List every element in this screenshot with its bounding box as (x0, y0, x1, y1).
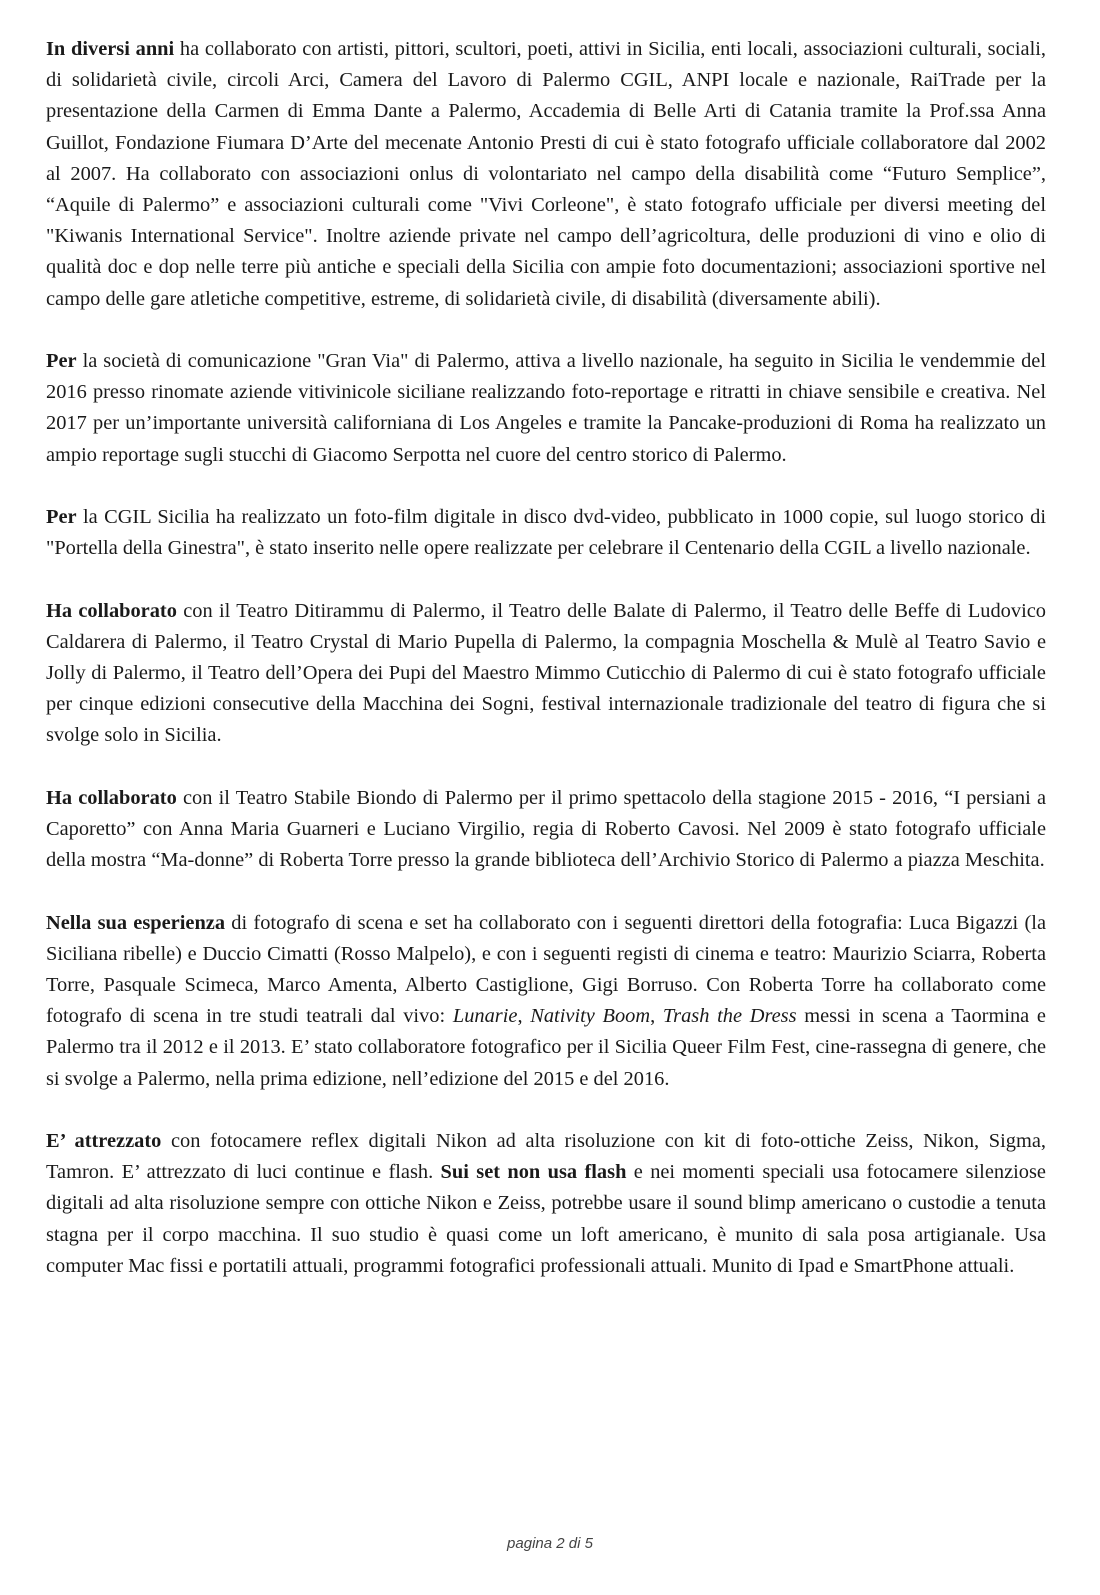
bold-lead-text: Nella sua esperienza (46, 911, 226, 934)
paragraph-spacer (46, 471, 1046, 502)
paragraph (46, 346, 1046, 471)
bold-lead-text: Sui set non usa flash (440, 1161, 627, 1184)
italic-title-text: Trash the Dress (662, 1005, 797, 1028)
paragraph (46, 908, 1046, 1095)
page-number: pagina 2 di 5 (507, 1535, 593, 1552)
body-text: con il Teatro Ditirammu di Palermo, il Teatro delle Balate di Palermo, il Teatro delle Beffe di Ludovico Caldarera di Palermo, il Teatro Crystal di Mario Pupella di Palermo, la compagnia Moschella & Mulè al Teatro Savio e Jolly di Palermo, il Teatro dell’Opera dei Pupi del Maestro Mimmo Cuticchio di Palermo di cui è stato fotografo ufficiale per cinque edizioni consecutive della Macchina dei Sogni, festival internazionale tradizionale del teatro di figura che si svolge solo in Sicilia. (46, 599, 1046, 747)
bold-lead-text: Per (46, 350, 77, 373)
body-text: con fotocamere reflex digitali Nikon ad alta risoluzione con kit di foto-ottiche Zeiss, Nikon, Sigma, Tamron. E’ attrezzato di luci continue e flash. (46, 1130, 1046, 1184)
bold-lead-text: E’ attrezzato (46, 1130, 162, 1153)
body-text: ha collaborato con artisti, pittori, scultori, poeti, attivi in Sicilia, enti locali, associazioni culturali, sociali, di solidarietà civile, circoli Arci, Camera del Lavoro di Palermo CGIL, ANPI locale e nazionale, RaiTrade per la presentazione della Carmen di Emma Dante a Palermo, Accademia di Belle Arti di Catania tramite la Prof.ssa Anna Guillot, Fondazione Fiumara D’Arte del mecenate Antonio Presti di cui è stato fotografo ufficiale collaboratore dal 2002 al 2007. Ha collaborato con associazioni onlus di volontariato nel campo della disabilità come “Futuro Semplice”, “Aquile di Palermo” e associazioni culturali come "Vivi Corleone", è stato fotografo ufficiale per diversi meeting del "Kiwanis International Service". Inoltre aziende private nel campo dell’agricoltura, delle produzioni di vino e olio di qualità doc e dop nelle terre più antiche e speciali della Sicilia con ampie foto documentazioni; associazioni sportive nel campo delle gare atletiche competitive, estreme, di solidarietà civile, di disabilità (diversamente abili). (46, 38, 1046, 310)
paragraph (46, 34, 1046, 315)
paragraph (46, 783, 1046, 877)
body-text: messi in scena a Taormina e Palermo tra il 2012 e il 2013. E’ stato collaboratore fotografico per il Sicilia Queer Film Fest, cine-rassegna di genere, che si svolge a Palermo, nella prima edizione, nell’edizione del 2015 e del 2016. (46, 1005, 1046, 1090)
document-body (46, 34, 1046, 1282)
bold-lead-text: Ha collaborato (46, 786, 177, 809)
bold-lead-text: In diversi anni (46, 38, 175, 60)
paragraph-spacer (46, 876, 1046, 907)
bold-lead-text: Per (46, 506, 77, 529)
body-text: , (650, 1005, 663, 1028)
body-text: , (517, 1005, 531, 1028)
italic-title-text: Lunarie (452, 1005, 518, 1028)
body-text: con il Teatro Stabile Biondo di Palermo per il primo spettacolo della stagione 2015 - 2016, “I persiani a Caporetto” con Anna Maria Guarneri e Luciano Virgilio, regia di Roberto Cavosi. Nel 2009 è stato fotografo ufficiale della mostra “Ma-donne” di Roberta Torre presso la grande biblioteca dell’Archivio Storico di Palermo a piazza Meschita. (46, 786, 1046, 872)
paragraph-spacer (46, 1095, 1046, 1126)
italic-title-text: Nativity Boom (530, 1005, 651, 1028)
body-text: la società di comunicazione "Gran Via" di Palermo, attiva a livello nazionale, ha seguito in Sicilia le vendemmie del 2016 presso rinomate aziende vitivinicole siciliane realizzando foto-reportage e ritratti in chiave sensibile e creativa. Nel 2017 per un’importante università californiana di Los Angeles e tramite la Pancake-produzioni di Roma ha realizzato un ampio reportage sugli stucchi di Giacomo Serpotta nel cuore del centro storico di Palermo. (46, 350, 1046, 466)
paragraph-spacer (46, 564, 1046, 595)
paragraph-spacer (46, 315, 1046, 346)
body-text: e nei momenti speciali usa fotocamere silenziose digitali ad alta risoluzione sempre con ottiche Nikon e Zeiss, potrebbe usare il sound blimp americano o custodie a tenuta stagna per il corpo macchina. Il suo studio è quasi come un loft americano, è munito di sala posa artigianale. Usa computer Mac fissi e portatili attuali, programmi fotografici professionali attuali. Munito di Ipad e SmartPhone attuali. (46, 1161, 1046, 1277)
paragraph (46, 596, 1046, 752)
bold-lead-text: Ha collaborato (46, 599, 177, 622)
body-text: di fotografo di scena e set ha collaborato con i seguenti direttori della fotografia: Luca Bigazzi (la Siciliana ribelle) e Duccio Cimatti (Rosso Malpelo), e con i seguenti registi di cinema e teatro: Maurizio Sciarra, Roberta Torre, Pasquale Scimeca, Marco Amenta, Alberto Castiglione, Gigi Borruso. Con Roberta Torre ha collaborato come fotografo di scena in tre studi teatrali dal vivo: (46, 911, 1046, 1028)
paragraph-spacer (46, 752, 1046, 783)
paragraph (46, 502, 1046, 564)
paragraph (46, 1126, 1046, 1282)
body-text: la CGIL Sicilia ha realizzato un foto-film digitale in disco dvd-video, pubblicato in 1000 copie, sul luogo storico di "Portella della Ginestra", è stato inserito nelle opere realizzate per celebrare il Centenario della CGIL a livello nazionale. (46, 506, 1046, 560)
